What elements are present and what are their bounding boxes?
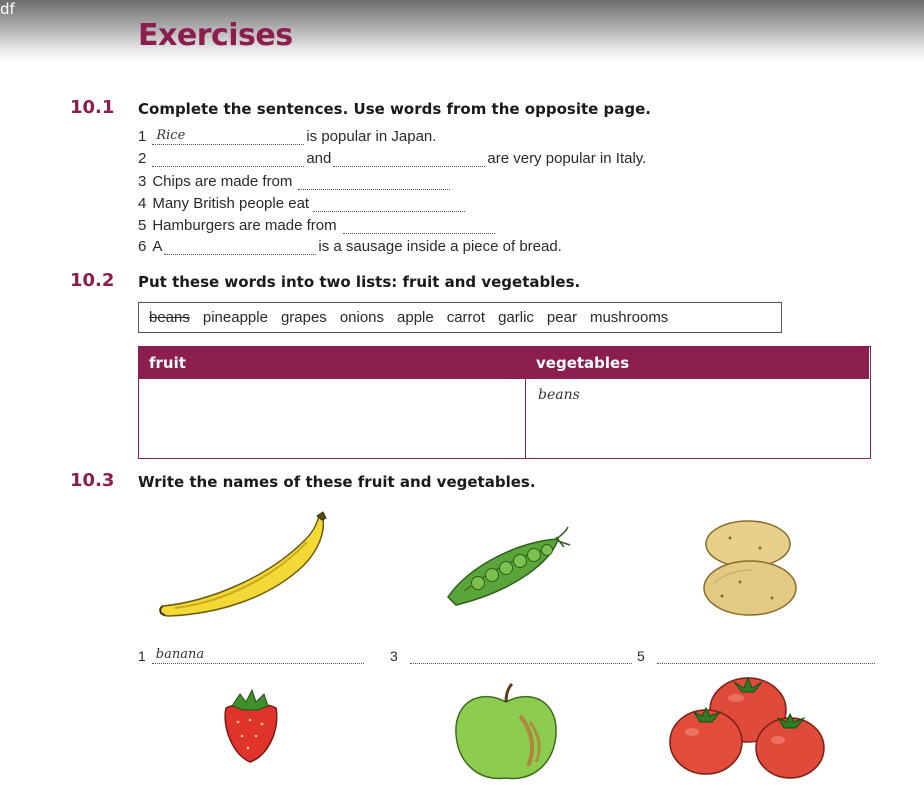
- top-bar-label: df: [0, 0, 15, 18]
- strawberry-image: [218, 686, 284, 766]
- sentence-number: 6: [138, 238, 147, 255]
- word-item: grapes: [280, 309, 327, 326]
- sentence-1: [138, 128, 436, 145]
- sentence-2: [138, 150, 646, 167]
- answer-blank[interactable]: [343, 219, 495, 234]
- sentence-5: [138, 217, 497, 234]
- sentence-number: 4: [138, 195, 147, 212]
- word-item: apple: [397, 309, 434, 326]
- sentence-text: Hamburgers are made from: [152, 217, 337, 234]
- exercise-instruction-10-1: Complete the sentences. Use words from the opposite page.: [138, 100, 651, 118]
- banana-image: [155, 510, 330, 620]
- sentence-4: [138, 195, 467, 212]
- word-item: carrot: [446, 309, 486, 326]
- vegetables-header: vegetables: [526, 347, 869, 379]
- exercise-number-10-2: 10.2: [70, 270, 115, 291]
- fruit-column: [139, 347, 526, 458]
- sentence-number: 5: [138, 217, 147, 234]
- answer-blank[interactable]: [657, 649, 875, 664]
- answer-blank[interactable]: [152, 130, 304, 145]
- word-item: pineapple: [202, 309, 268, 326]
- apple-image: [450, 682, 562, 784]
- word-item: beans: [149, 309, 190, 326]
- answer-blank[interactable]: [313, 197, 465, 212]
- answer-line-3: [390, 648, 632, 664]
- answer-blank[interactable]: [410, 649, 632, 664]
- sentence-number: 2: [138, 150, 147, 167]
- answer-blank[interactable]: [152, 649, 364, 664]
- word-item: pear: [546, 309, 577, 326]
- sentence-number: 1: [138, 128, 147, 145]
- answer-blank[interactable]: [164, 240, 316, 255]
- handwritten-example: beans: [538, 387, 580, 403]
- fruit-answer-cell[interactable]: [139, 379, 525, 457]
- exercise-instruction-10-2: Put these words into two lists: fruit and vegetables.: [138, 273, 581, 291]
- exercise-number-10-1: 10.1: [70, 97, 115, 118]
- fruit-vegetables-table: [138, 346, 871, 459]
- sentence-text: is a sausage inside a piece of bread.: [318, 238, 562, 255]
- sentence-3: [138, 173, 452, 190]
- sentence-text: Chips are made from: [152, 173, 293, 190]
- sentence-number: 3: [138, 173, 147, 190]
- potatoes-image: [700, 518, 805, 618]
- sentence-text: Many British people eat: [152, 195, 310, 212]
- answer-number: 1: [138, 648, 146, 664]
- handwritten-answer: Rice: [156, 128, 186, 143]
- answer-number: 5: [637, 648, 645, 664]
- answer-line-5: [637, 648, 875, 664]
- peas-image: [440, 525, 575, 610]
- sentence-6: [138, 238, 562, 255]
- answer-number: 3: [390, 648, 398, 664]
- word-item: onions: [339, 309, 385, 326]
- tomatoes-image: [668, 676, 828, 784]
- word-item: garlic: [498, 309, 534, 326]
- answer-line-1: [138, 648, 364, 664]
- sentence-text: are very popular in Italy.: [487, 150, 647, 167]
- exercise-number-10-3: 10.3: [70, 470, 115, 491]
- exercise-instruction-10-3: Write the names of these fruit and vegetables.: [138, 473, 536, 491]
- answer-blank[interactable]: [298, 175, 450, 190]
- sentence-text: is popular in Japan.: [306, 128, 437, 145]
- vegetables-column: [526, 347, 869, 458]
- sentence-text: A: [152, 238, 163, 255]
- answer-blank[interactable]: [152, 152, 304, 167]
- handwritten-answer: banana: [155, 647, 205, 662]
- answer-blank[interactable]: [333, 152, 485, 167]
- fruit-header: fruit: [139, 347, 525, 379]
- page-title: Exercises: [138, 18, 293, 53]
- sentence-text: and: [306, 150, 332, 167]
- vegetables-answer-cell[interactable]: [526, 379, 869, 457]
- word-item: mushrooms: [589, 309, 669, 326]
- word-box: [138, 302, 782, 333]
